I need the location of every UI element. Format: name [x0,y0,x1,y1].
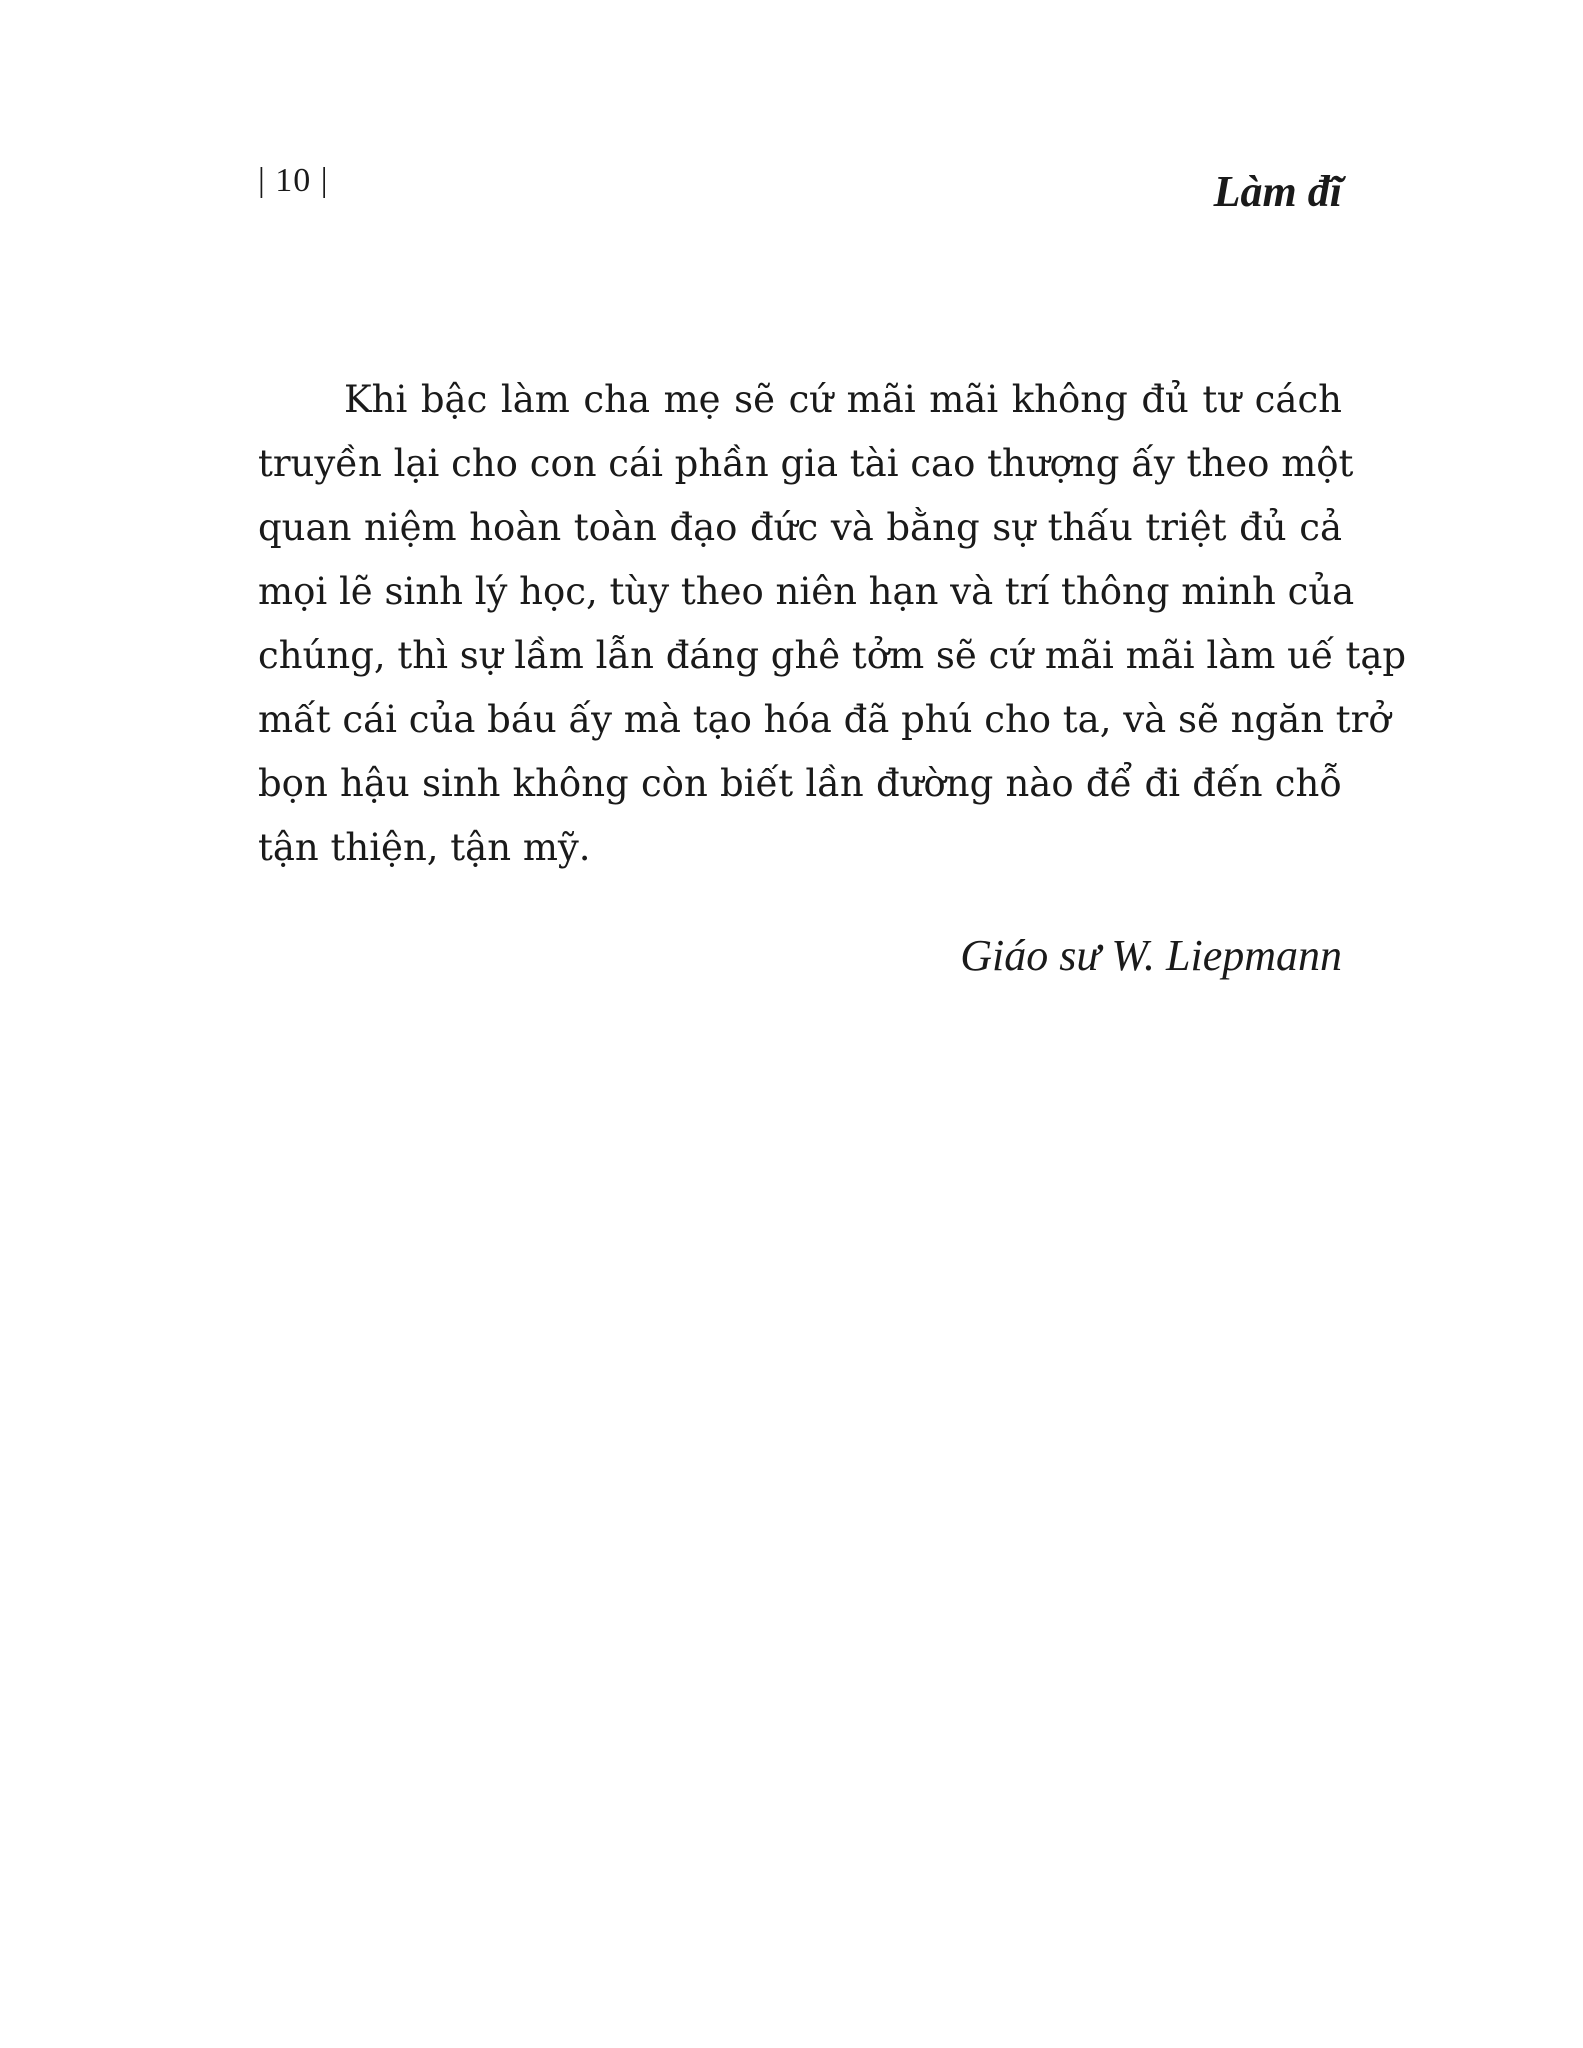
quote-attribution: Giáo sư W. Liepmann [960,931,1342,980]
quote-line: mất cái của báu ấy mà tạo hóa đã phú cho ta, và sẽ ngăn trở [258,698,1391,741]
quote-line: tận thiện, tận mỹ. [258,826,591,869]
quote-line: mọi lẽ sinh lý học, tùy theo niên hạn và trí thông minh của [258,570,1355,613]
quote-line: bọn hậu sinh không còn biết lần đường nào để đi đến chỗ [258,762,1342,805]
quote-line: chúng, thì sự lầm lẫn đáng ghê tởm sẽ cứ mãi mãi làm uế tạp [258,634,1407,677]
quote-line: quan niệm hoàn toàn đạo đức và bằng sự thấu triệt đủ cả [258,506,1342,549]
quote-line: Khi bậc làm cha mẹ sẽ cứ mãi mãi không đủ tư cách [344,378,1342,421]
quote-paragraph [258,368,1407,880]
quote-line: truyền lại cho con cái phần gia tài cao thượng ấy theo một [258,442,1354,485]
running-title: Làm đĩ [1213,167,1342,216]
page-number: | 10 | [258,162,329,199]
